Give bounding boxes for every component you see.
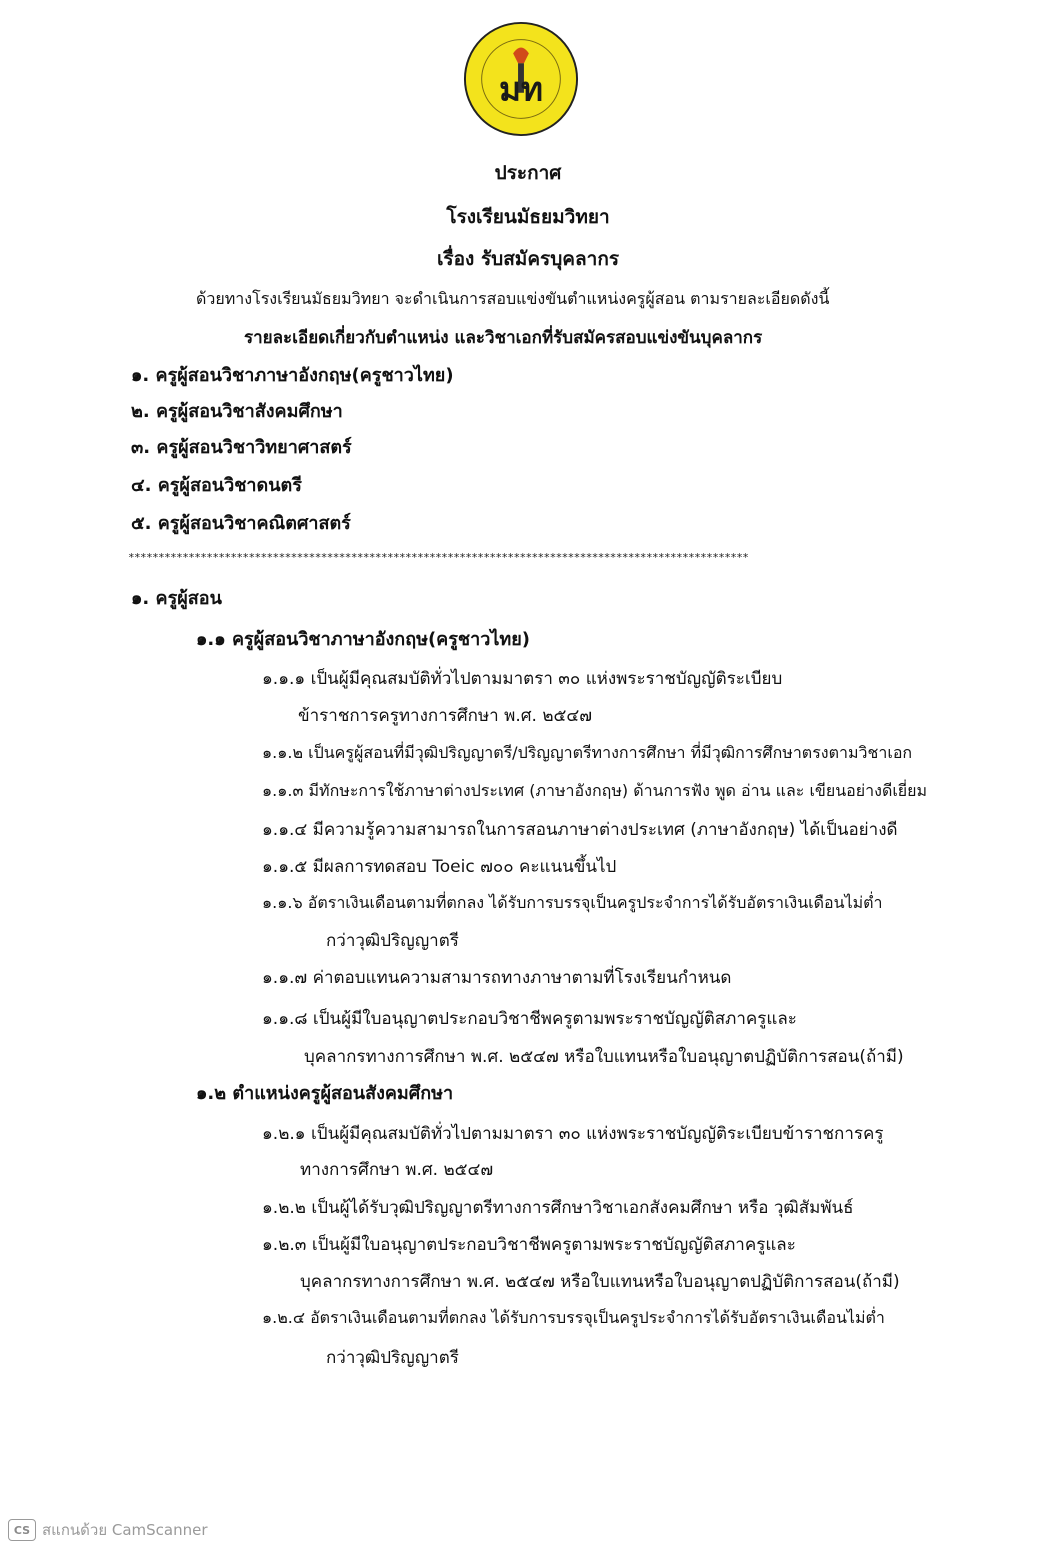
- detail-heading: รายละเอียดเกี่ยวกับตำแหน่ง และวิชาเอกที่รับสมัครสอบแข่งขันบุคลากร: [244, 328, 763, 348]
- position-item: ๕. ครูผู้สอนวิชาคณิตศาสตร์: [131, 513, 351, 534]
- requirement-item-cont: กว่าวุฒิปริญญาตรี: [326, 1348, 459, 1368]
- requirement-item-cont: ทางการศึกษา พ.ศ. ๒๕๔๗: [300, 1160, 494, 1180]
- requirement-item: ๑.๑.๒ เป็นครูผู้สอนที่มีวุฒิปริญญาตรี/ปริญญาตรีทางการศึกษา ที่มีวุฒิการศึกษาตรงตามวิชาเอก: [262, 743, 913, 762]
- position-item: ๑. ครูผู้สอนวิชาภาษาอังกฤษ(ครูชาวไทย): [131, 365, 454, 386]
- subsection-title-social: ๑.๒ ตำแหน่งครูผู้สอนสังคมศึกษา: [196, 1083, 454, 1104]
- requirement-item-cont: ข้าราชการครูทางการศึกษา พ.ศ. ๒๕๔๗: [298, 706, 593, 726]
- requirement-item: ๑.๑.๕ มีผลการทดสอบ Toeic ๗๐๐ คะแนนขึ้นไป: [262, 857, 617, 877]
- section-title: ๑. ครูผู้สอน: [131, 588, 222, 609]
- requirement-item: ๑.๒.๔ อัตราเงินเดือนตามที่ตกลง ได้รับการบรรจุเป็นครูประจำการได้รับอัตราเงินเดือนไม่ต่ำ: [262, 1308, 885, 1327]
- svg-text:มท: มท: [498, 69, 544, 109]
- position-item: ๔. ครูผู้สอนวิชาดนตรี: [131, 475, 302, 496]
- camscanner-icon: CS: [8, 1519, 36, 1541]
- requirement-item-cont: บุคลากรทางการศึกษา พ.ศ. ๒๕๔๗ หรือใบแทนหรือใบอนุญาตปฏิบัติการสอน(ถ้ามี): [300, 1272, 900, 1292]
- requirement-item: ๑.๑.๗ ค่าตอบแทนความสามารถทางภาษาตามที่โรงเรียนกำหนด: [262, 968, 732, 988]
- requirement-item-cont: กว่าวุฒิปริญญาตรี: [326, 931, 459, 951]
- position-item: ๒. ครูผู้สอนวิชาสังคมศึกษา: [131, 401, 343, 422]
- requirement-item: ๑.๑.๘ เป็นผู้มีใบอนุญาตประกอบวิชาชีพครูตามพระราชบัญญัติสภาครูและ: [262, 1009, 797, 1029]
- requirement-item: ๑.๑.๔ มีความรู้ความสามารถในการสอนภาษาต่างประเทศ (ภาษาอังกฤษ) ได้เป็นอย่างดี: [262, 820, 898, 840]
- requirement-item: ๑.๑.๓ มีทักษะการใช้ภาษาต่างประเทศ (ภาษาอังกฤษ) ด้านการฟัง พูด อ่าน และ เขียนอย่างดีเยี่ยม: [262, 781, 928, 800]
- announcement-title: ประกาศ: [494, 162, 562, 184]
- requirement-item: ๑.๒.๓ เป็นผู้มีใบอนุญาตประกอบวิชาชีพครูตามพระราชบัญญัติสภาครูและ: [262, 1235, 796, 1255]
- separator-line: *******************************************************************************************************: [128, 551, 749, 564]
- school-name: โรงเรียนมัธยมวิทยา: [446, 206, 610, 228]
- requirement-item: ๑.๑.๖ อัตราเงินเดือนตามที่ตกลง ได้รับการบรรจุเป็นครูประจำการได้รับอัตราเงินเดือนไม่ต่ำ: [262, 893, 883, 912]
- requirement-item: ๑.๒.๒ เป็นผู้ได้รับวุฒิปริญญาตรีทางการศึกษาวิชาเอกสังคมศึกษา หรือ วุฒิสัมพันธ์: [262, 1198, 854, 1218]
- intro-text: ด้วยทางโรงเรียนมัธยมวิทยา จะดำเนินการสอบแข่งขันตำแหน่งครูผู้สอน ตามรายละเอียดดังนี้: [196, 289, 830, 308]
- camscanner-watermark: [8, 1518, 208, 1542]
- announcement-subject: เรื่อง รับสมัครบุคลากร: [436, 248, 620, 270]
- position-item: ๓. ครูผู้สอนวิชาวิทยาศาสตร์: [131, 437, 352, 458]
- requirement-item: ๑.๑.๑ เป็นผู้มีคุณสมบัติทั่วไปตามมาตรา ๓๐ แห่งพระราชบัญญัติระเบียบ: [262, 669, 783, 689]
- requirement-item: ๑.๒.๑ เป็นผู้มีคุณสมบัติทั่วไปตามมาตรา ๓๐ แห่งพระราชบัญญัติระเบียบข้าราชการครู: [262, 1124, 884, 1144]
- camscanner-text: สแกนด้วย CamScanner: [42, 1521, 208, 1539]
- subsection-title-english: ๑.๑ ครูผู้สอนวิชาภาษาอังกฤษ(ครูชาวไทย): [196, 629, 531, 650]
- requirement-item-cont: บุคลากรทางการศึกษา พ.ศ. ๒๕๔๗ หรือใบแทนหรือใบอนุญาตปฏิบัติการสอน(ถ้ามี): [304, 1047, 904, 1067]
- school-logo: [462, 20, 580, 138]
